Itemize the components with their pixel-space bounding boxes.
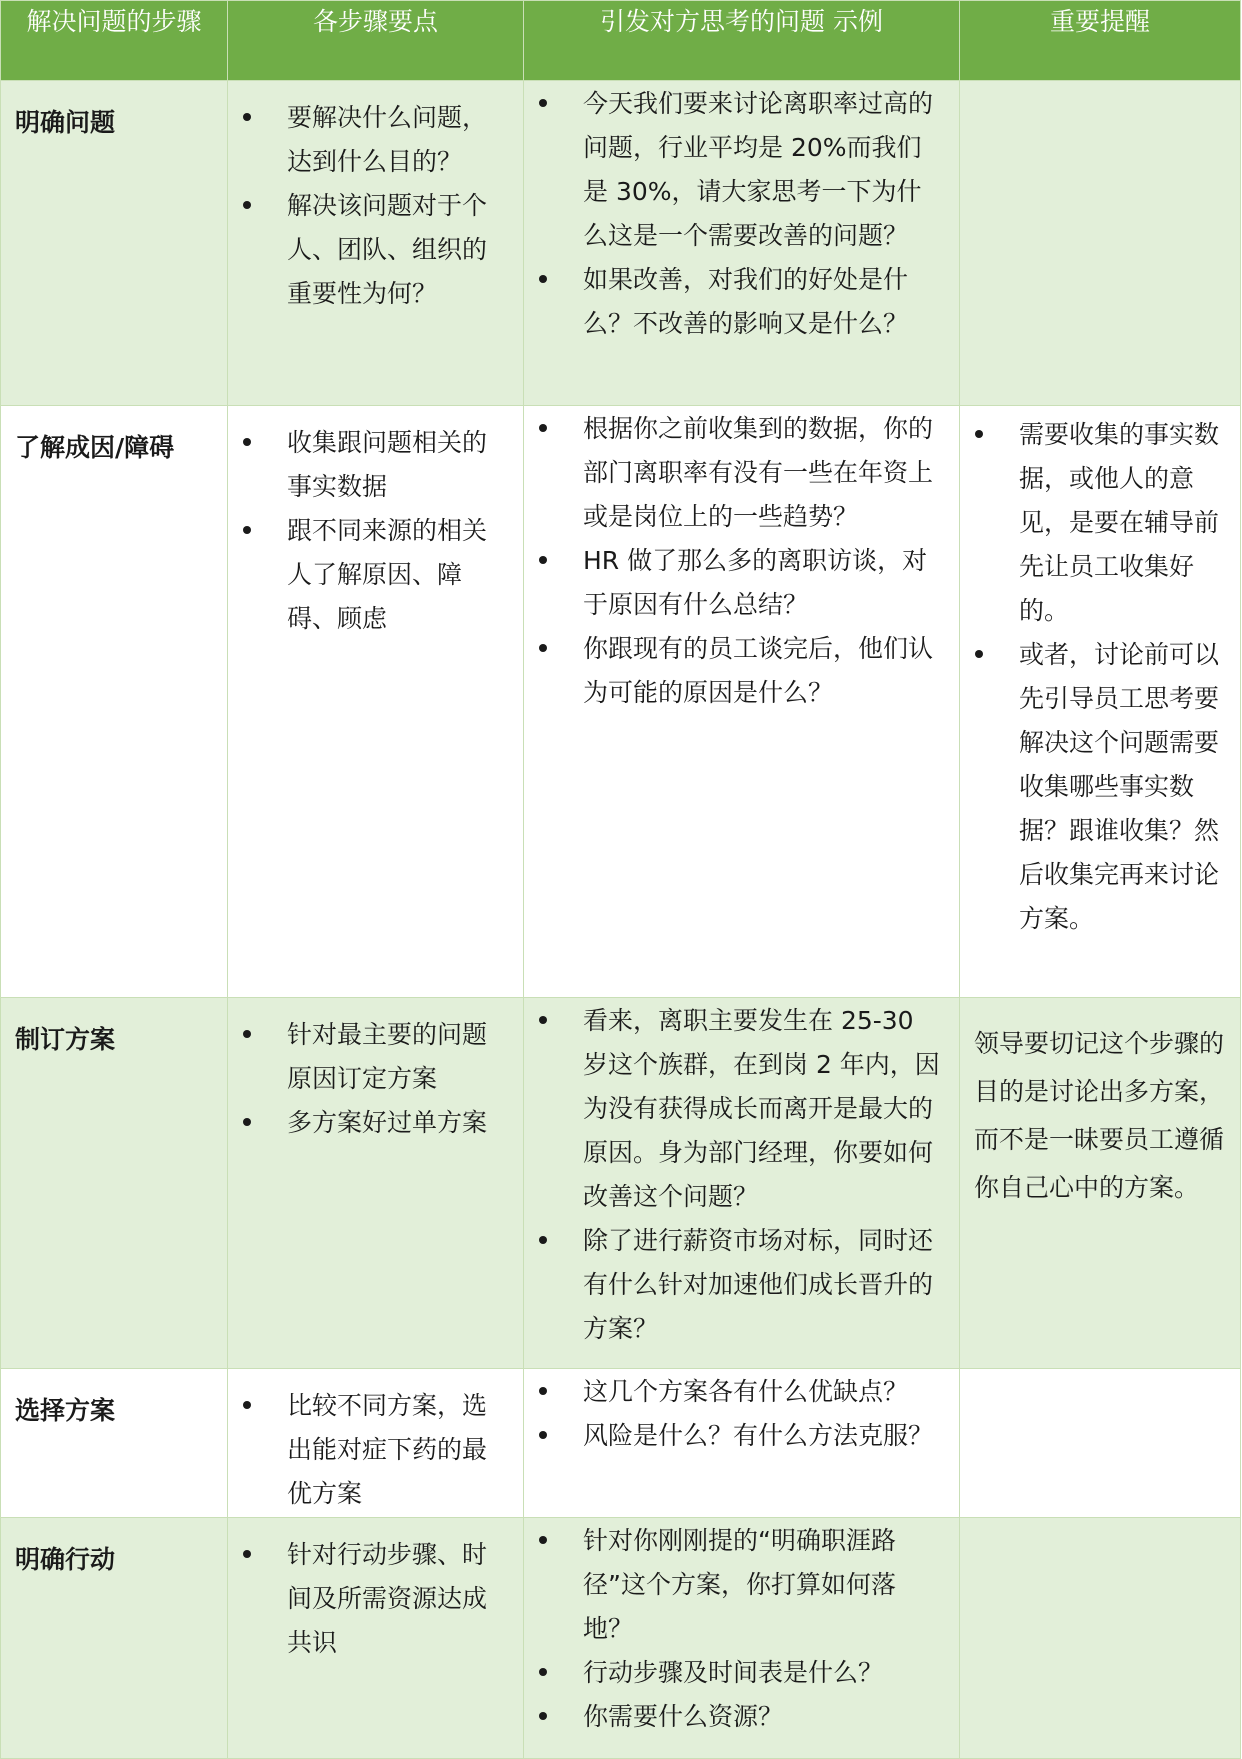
step-name: 明确问题 bbox=[1, 81, 228, 406]
list-item: 行动步骤及时间表是什么？ bbox=[525, 1651, 958, 1695]
list-item: 比较不同方案，选出能对症下药的最优方案 bbox=[229, 1384, 522, 1516]
list-item: 跟不同来源的相关人了解原因、障碍、顾虑 bbox=[229, 509, 522, 641]
points-cell bbox=[228, 406, 524, 998]
table-row bbox=[1, 998, 1241, 1369]
step-name: 明确行动 bbox=[1, 1518, 228, 1759]
points-cell bbox=[228, 81, 524, 406]
list-item: 你需要什么资源？ bbox=[525, 1695, 958, 1739]
examples-cell bbox=[524, 406, 960, 998]
list-item: HR 做了那么多的离职访谈，对于原因有什么总结？ bbox=[525, 539, 958, 627]
list-item: 针对你刚刚提的“明确职涯路径”这个方案，你打算如何落地？ bbox=[525, 1519, 958, 1651]
tips-cell bbox=[960, 406, 1241, 998]
step-name: 了解成因/障碍 bbox=[1, 406, 228, 998]
examples-cell bbox=[524, 1518, 960, 1759]
list-item: 或者，讨论前可以先引导员工思考要解决这个问题需要收集哪些事实数据？跟谁收集？然后收集完再来讨论方案。 bbox=[961, 633, 1239, 941]
list-item: 收集跟问题相关的事实数据 bbox=[229, 421, 522, 509]
list-item: 根据你之前收集到的数据，你的部门离职率有没有一些在年资上或是岗位上的一些趋势？ bbox=[525, 407, 958, 539]
list-item: 今天我们要来讨论离职率过高的问题，行业平均是 20%而我们是 30%，请大家思考一下为什么这是一个需要改善的问题？ bbox=[525, 82, 958, 258]
list-item: 看来，离职主要发生在 25-30 岁这个族群，在到岗 2 年内，因为没有获得成长而离开是最大的原因。身为部门经理，你要如何改善这个问题？ bbox=[525, 999, 958, 1219]
table-row bbox=[1, 1518, 1241, 1759]
list-item: 如果改善，对我们的好处是什么？不改善的影响又是什么？ bbox=[525, 258, 958, 346]
list-item: 风险是什么？有什么方法克服？ bbox=[525, 1414, 958, 1458]
table-header-row bbox=[1, 1, 1241, 81]
tips-cell bbox=[960, 1518, 1241, 1759]
list-item: 你跟现有的员工谈完后，他们认为可能的原因是什么？ bbox=[525, 627, 958, 715]
list-item: 解决该问题对于个人、团队、组织的重要性为何？ bbox=[229, 184, 522, 316]
header-examples: 引发对方思考的问题 示例 bbox=[524, 1, 960, 81]
header-tips: 重要提醒 bbox=[960, 1, 1241, 81]
table-row bbox=[1, 406, 1241, 998]
tips-cell: 领导要切记这个步骤的目的是讨论出多方案，而不是一昧要员工遵循你自己心中的方案。 bbox=[960, 998, 1241, 1369]
examples-cell bbox=[524, 998, 960, 1369]
header-step: 解决问题的步骤 bbox=[1, 1, 228, 81]
list-item: 针对行动步骤、时间及所需资源达成共识 bbox=[229, 1533, 522, 1665]
points-cell bbox=[228, 1369, 524, 1518]
points-cell bbox=[228, 1518, 524, 1759]
points-cell bbox=[228, 998, 524, 1369]
examples-cell bbox=[524, 1369, 960, 1518]
list-item: 多方案好过单方案 bbox=[229, 1101, 522, 1145]
list-item: 除了进行薪资市场对标，同时还有什么针对加速他们成长晋升的方案？ bbox=[525, 1219, 958, 1351]
list-item: 需要收集的事实数据，或他人的意见，是要在辅导前先让员工收集好的。 bbox=[961, 413, 1239, 633]
tips-cell bbox=[960, 1369, 1241, 1518]
list-item: 针对最主要的问题原因订定方案 bbox=[229, 1013, 522, 1101]
table-row bbox=[1, 81, 1241, 406]
step-name: 制订方案 bbox=[1, 998, 228, 1369]
step-name: 选择方案 bbox=[1, 1369, 228, 1518]
list-item: 这几个方案各有什么优缺点？ bbox=[525, 1370, 958, 1414]
tips-cell bbox=[960, 81, 1241, 406]
list-item: 要解决什么问题，达到什么目的？ bbox=[229, 96, 522, 184]
examples-cell bbox=[524, 81, 960, 406]
table-row bbox=[1, 1369, 1241, 1518]
header-points: 各步骤要点 bbox=[228, 1, 524, 81]
